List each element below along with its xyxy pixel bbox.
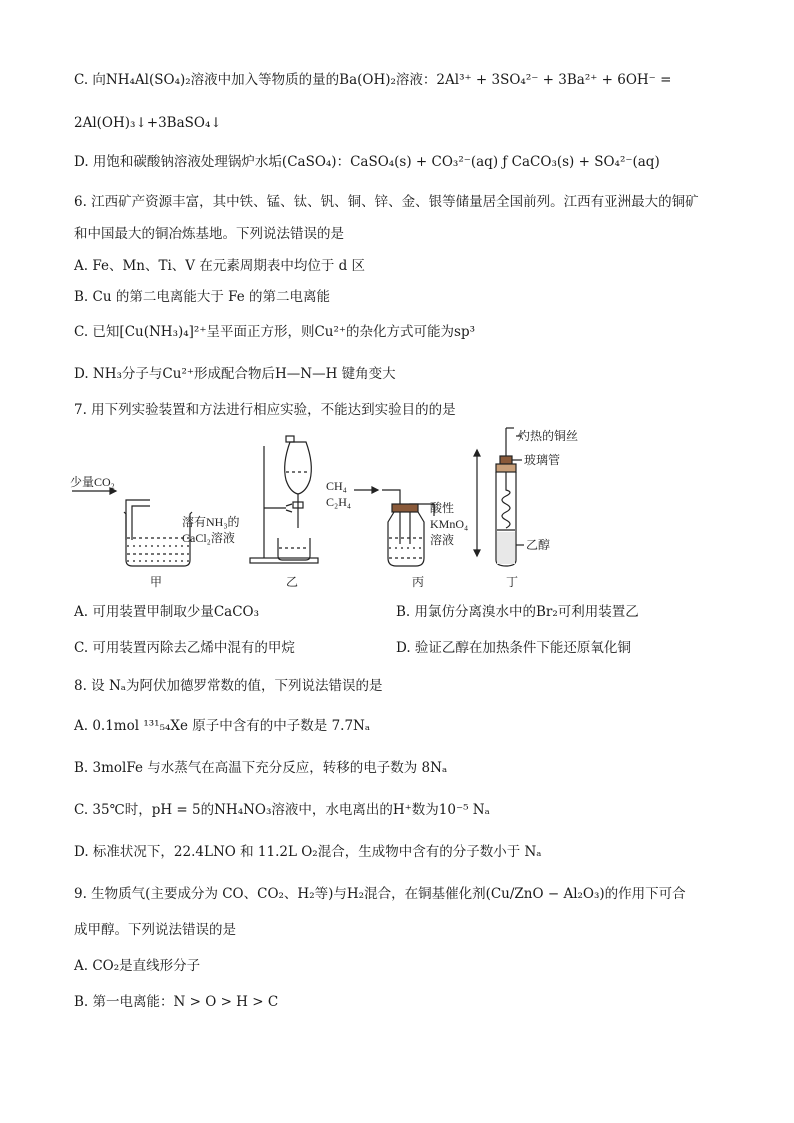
q9-option-b: B. 第一电离能：N > O > H > C (74, 994, 279, 1010)
q7-option-a: A. 可用装置甲制取少量CaCO₃ (74, 604, 260, 620)
q8-option-b: B. 3molFe 与水蒸气在高温下充分反应，转移的电子数为 8Nₐ (74, 760, 448, 776)
apparatus-jia (72, 488, 192, 566)
label-jia-solution-2: CaCl₂溶液 (182, 531, 235, 545)
q8-option-a: A. 0.1mol ¹³¹₅₄Xe 原子中含有的中子数是 7.7Nₐ (74, 718, 371, 734)
apparatus-yi (250, 436, 318, 563)
q6-option-b: B. Cu 的第二电离能大于 Fe 的第二电离能 (74, 289, 331, 305)
apparatus-ding (474, 428, 524, 566)
label-ding-wire: 灼热的铜丝 (518, 429, 579, 443)
q7-option-b: B. 用氯仿分离溴水中的Br₂可利用装置乙 (396, 604, 639, 620)
q5-option-c-line2: 2Al(OH)₃↓+3BaSO₄↓ (74, 115, 222, 131)
apparatus-bing (354, 487, 434, 566)
label-bing-sol-3: 溶液 (430, 533, 455, 547)
q9-stem-line1: 9. 生物质气(主要成分为 CO、CO₂、H₂等)与H₂混合，在铜基催化剂(Cu/ZnO − Al₂O₃)的作用下可合 (74, 886, 686, 902)
label-ding-ethanol: 乙醇 (526, 538, 551, 552)
caption-yi: 乙 (286, 575, 299, 589)
q6-stem-line1: 6. 江西矿产资源丰富，其中铁、锰、钛、钒、铜、锌、金、银等储量居全国前列。江西有亚洲最大的铜矿 (74, 194, 699, 210)
q6-option-c: C. 已知[Cu(NH₃)₄]²⁺呈平面正方形，则Cu²⁺的杂化方式可能为sp³ (74, 324, 476, 340)
q8-option-c: C. 35℃时，pH = 5的NH₄NO₃溶液中，水电离出的H⁺数为10⁻⁵ Nₐ (74, 802, 490, 818)
caption-ding: 丁 (506, 575, 519, 589)
q8-stem: 8. 设 Nₐ为阿伏加德罗常数的值，下列说法错误的是 (74, 678, 383, 694)
label-co2-input: 少量CO₂ (70, 475, 115, 489)
label-bing-gas-1: CH₄ (326, 479, 347, 493)
label-ding-tube: 玻璃管 (524, 453, 561, 467)
q5-option-c-line1: C. 向NH₄Al(SO₄)₂溶液中加入等物质的量的Ba(OH)₂溶液：2Al³⁺ + 3SO₄²⁻ + 3Ba²⁺ + 6OH⁻ = (74, 72, 672, 88)
q6-option-a: A. Fe、Mn、Ti、V 在元素周期表中均位于 d 区 (74, 258, 366, 274)
q9-stem-line2: 成甲醇。下列说法错误的是 (74, 922, 236, 938)
q7-apparatus-figure (60, 420, 620, 592)
q8-option-d: D. 标准状况下，22.4LNO 和 11.2L O₂混合，生成物中含有的分子数小于 Nₐ (74, 844, 542, 860)
caption-bing: 丙 (412, 575, 425, 589)
label-jia-solution-1: 溶有NH₃的 (182, 515, 240, 529)
q7-option-d: D. 验证乙醇在加热条件下能还原氧化铜 (396, 640, 631, 656)
label-bing-sol-1: 酸性 (430, 501, 455, 515)
caption-jia: 甲 (150, 575, 163, 589)
label-bing-sol-2: KMnO₄ (430, 517, 469, 531)
q5-option-d: D. 用饱和碳酸钠溶液处理锅炉水垢(CaSO₄)：CaSO₄(s) + CO₃²⁻(aq) ƒ CaCO₃(s) + SO₄²⁻(aq) (74, 154, 660, 170)
label-bing-gas-2: C₂H₄ (326, 495, 352, 509)
q6-option-d: D. NH₃分子与Cu²⁺形成配合物后H—N—H 键角变大 (74, 366, 396, 382)
q7-stem: 7. 用下列实验装置和方法进行相应实验，不能达到实验目的的是 (74, 402, 456, 418)
q7-option-c: C. 可用装置丙除去乙烯中混有的甲烷 (74, 640, 295, 656)
q9-option-a: A. CO₂是直线形分子 (74, 958, 201, 974)
q6-stem-line2: 和中国最大的铜冶炼基地。下列说法错误的是 (74, 226, 344, 242)
